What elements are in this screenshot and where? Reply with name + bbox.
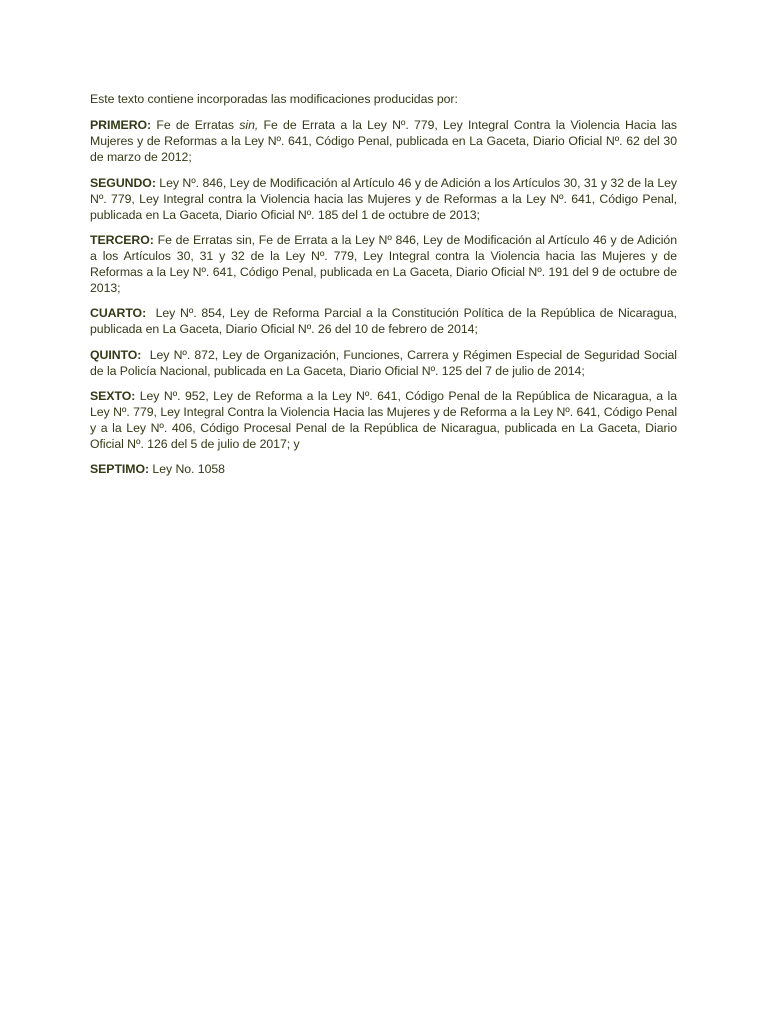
item-label: QUINTO: [90,347,142,362]
item-label: PRIMERO: [90,118,152,133]
intro-paragraph: Este texto contiene incorporadas las modificaciones producidas por: [90,92,458,106]
item-sexto [90,389,677,453]
item-segundo [90,176,677,224]
item-label: SEGUNDO: [90,175,156,190]
item-tercero [90,233,677,297]
item-text: Ley Nº. 846, Ley de Modificación al Artículo 46 y de Adición a los Artículos 30, 31 y 32 de la Ley Nº. 779, Ley Integral contra la Violencia hacia las Mujeres y de Reformas a la Ley Nº. 641, Código Penal, publicada en La Gaceta, Diario Oficial Nº. 185 del 1 de octubre de 2013; [90,175,677,222]
item-text: Ley Nº. 872, Ley de Organización, Funciones, Carrera y Régimen Especial de Seguridad Social de la Policía Nacional, publicada en La Gaceta, Diario Oficial Nº. 125 del 7 de julio de 2014; [90,347,681,378]
item-quinto [90,347,681,380]
item-septimo [90,462,677,478]
item-text: Fe de Errata a la Ley Nº. 779, Ley Integral Contra la Violencia Hacia las Mujeres y de Reformas a la Ley Nº. 641, Código Penal, publicada en La Gaceta, Diario Oficial Nº. 62 del 30 de marzo de 2012; [90,118,677,165]
item-cuarto [90,306,681,338]
item-text: Ley Nº. 952, Ley de Reforma a la Ley Nº. 641, Código Penal de la República de Nicaragua, a la Ley Nº. 779, Ley Integral Contra la Violencia Hacia las Mujeres y de Reforma a la Ley Nº. 641, Código Penal y a la Ley Nº. 406, Código Procesal Penal de la República de Nicaragua, publicada en La Gaceta, Diario Oficial Nº. 126 del 5 de julio de 2017; y [90,389,677,451]
item-label: SEXTO: [90,389,136,404]
item-text: Ley No. 1058 [149,462,225,477]
item-primero [90,118,677,166]
item-text: Ley Nº. 854, Ley de Reforma Parcial a la Constitución Política de la República de Nicaragua, publicada en La Gaceta, Diario Oficial Nº. 26 del 10 de febrero de 2014; [90,306,681,337]
item-label: SEPTIMO: [90,462,150,477]
item-text: Fe de Erratas [151,118,240,133]
item-text: Fe de Erratas sin, Fe de Errata a la Ley Nº 846, Ley de Modificación al Artículo 46 y de Adición a los Artículos 30, 31 y 32 de la Ley Nº. 779, Ley Integral contra la Violencia hacia las Mujeres y de Reformas a la Ley Nº. 641, Código Penal, publicada en La Gaceta, Diario Oficial Nº. 191 del 9 de octubre de 2013; [90,233,677,295]
document-body [90,92,681,488]
item-label: CUARTO: [90,306,147,321]
item-text-italic: sin, [239,118,259,133]
item-label: TERCERO: [90,233,154,248]
